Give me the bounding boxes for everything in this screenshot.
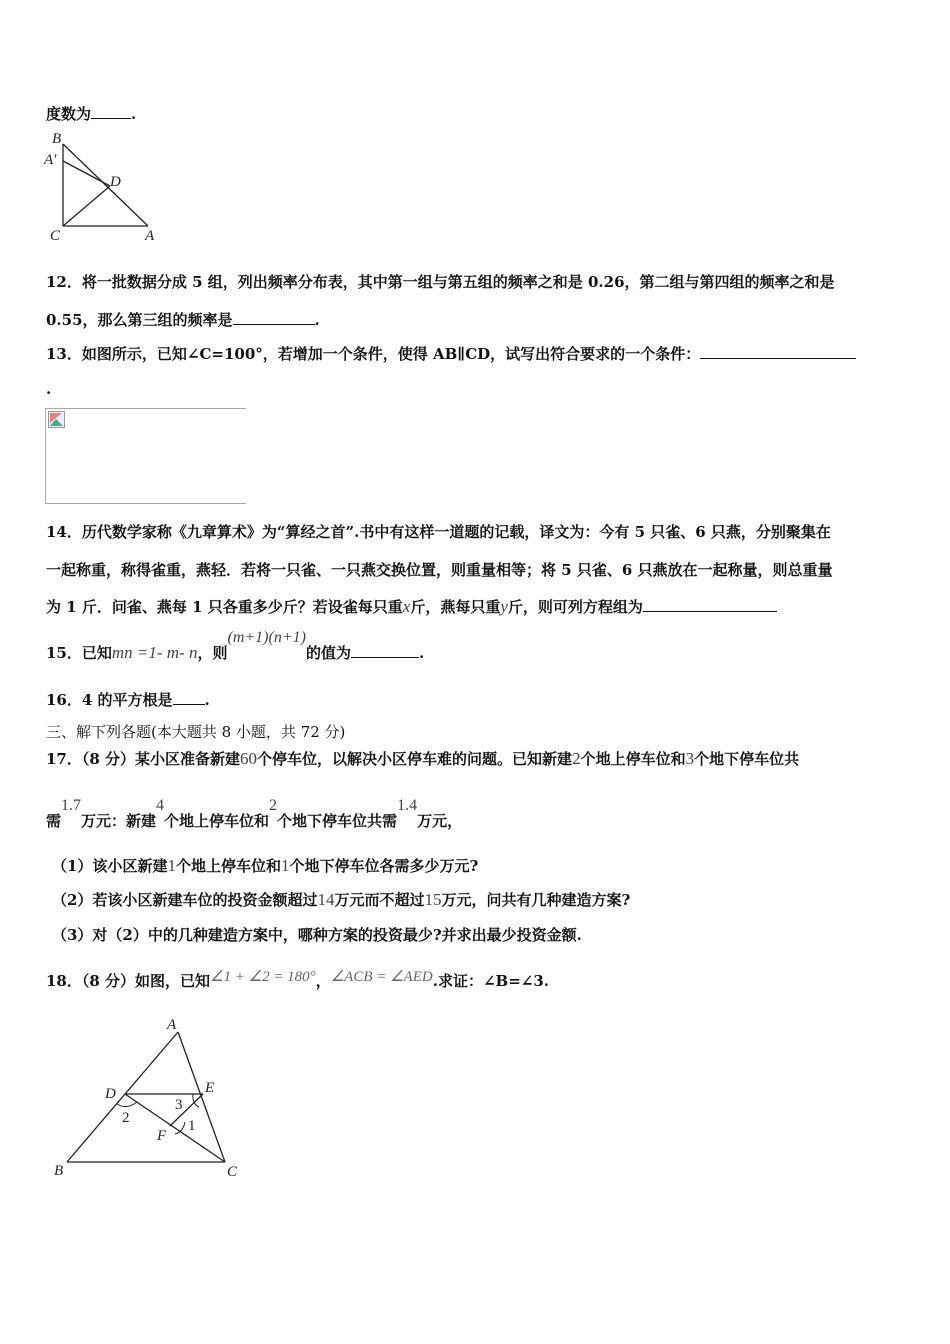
q17-part2: （2）若该小区新建车位的投资金额超过14万元而不超过15万元，问共有几种建造方案? [52,890,631,909]
q13-text: 13．如图所示，已知∠C=100°，若增加一个条件，使得 AB∥CD，试写出符合要求的一个条件： [46,343,856,364]
segment-a-prime-d [63,161,110,186]
q15-text: 15．已知mn =1- m- n，则(m+1)(n+1)的值为 . [46,629,425,662]
q17-part1: （1）该小区新建1个地上停车位和1个地下停车位各需多少万元? [52,856,479,875]
segment-ac [178,1032,225,1162]
q11-text: 度数为 . [46,105,137,123]
label-e: E [205,1080,215,1096]
q14-line3: 为 1 斤．问雀、燕每 1 只各重多少斤？若设雀每只重x斤，燕每只重y斤，则可列方程组为 [46,596,777,617]
label-b: B [54,1163,64,1179]
answer-blank [351,643,419,658]
angle-1-arc [175,1122,185,1134]
q14-line2: 一起称重，称得雀重，燕轻．若将一只雀、一只燕交换位置，则重量相等；将 5 只雀、6 只燕放在一起称量，则总重量 [46,561,833,579]
q12-line1: 12．将一批数据分成 5 组，列出频率分布表，其中第一组与第五组的频率之和是 0.26，第二组与第四组的频率之和是 [46,273,835,291]
q13-period: . [46,380,52,398]
answer-blank [173,690,205,705]
label-a-prime: A′ [44,152,57,168]
figure-triangle-fold [40,128,170,246]
segment-cd [63,186,110,226]
answer-blank [643,597,777,612]
section-heading: 三、解下列各题(本大题共 8 小题，共 72 分) [46,723,346,741]
broken-image-icon [48,411,66,429]
q17-part3: （3）对（2）中的几种建造方案中，哪种方案的投资最少?并求出最少投资金额. [52,926,582,944]
q14-line1: 14．历代数学家称《九章算术》为“算经之首”.书中有这样一道题的记载，译文为：今有 5 只雀、6 只燕，分别聚集在 [46,523,831,541]
label-d: D [110,174,121,190]
figure-triangle-abc [45,1012,265,1184]
answer-blank [233,310,315,325]
label-c: C [227,1164,238,1180]
label-a: A [167,1017,177,1033]
label-angle-3: 3 [175,1097,183,1113]
label-b: B [52,131,62,147]
q18-text: 18．（8 分）如图，已知∠1 + ∠2 = 180°，∠ACB = ∠AED.求证：∠B=∠3. [46,969,549,990]
q17-line1: 17．（8 分）某小区准备新建60个停车位，以解决小区停车难的问题。已知新建2个地上停车位和3个地下停车位共 [46,749,800,768]
label-c: C [50,228,61,244]
broken-image-placeholder [45,408,246,504]
answer-blank [700,344,856,359]
label-f: F [157,1128,167,1144]
segment-ba [63,144,148,226]
q12-line2: 0.55，那么第三组的频率是 . [46,311,320,329]
label-d: D [105,1086,116,1102]
q17-line2: 需1.7万元：新建4个地上停车位和2个地下停车位共需1.4万元， [46,797,463,830]
label-a: A [145,228,155,244]
label-angle-2: 2 [122,1110,130,1126]
answer-blank [91,104,131,119]
angle-2-arc [117,1102,137,1107]
label-angle-1: 1 [188,1118,196,1134]
q16-text: 16．4 的平方根是 . [46,691,210,709]
